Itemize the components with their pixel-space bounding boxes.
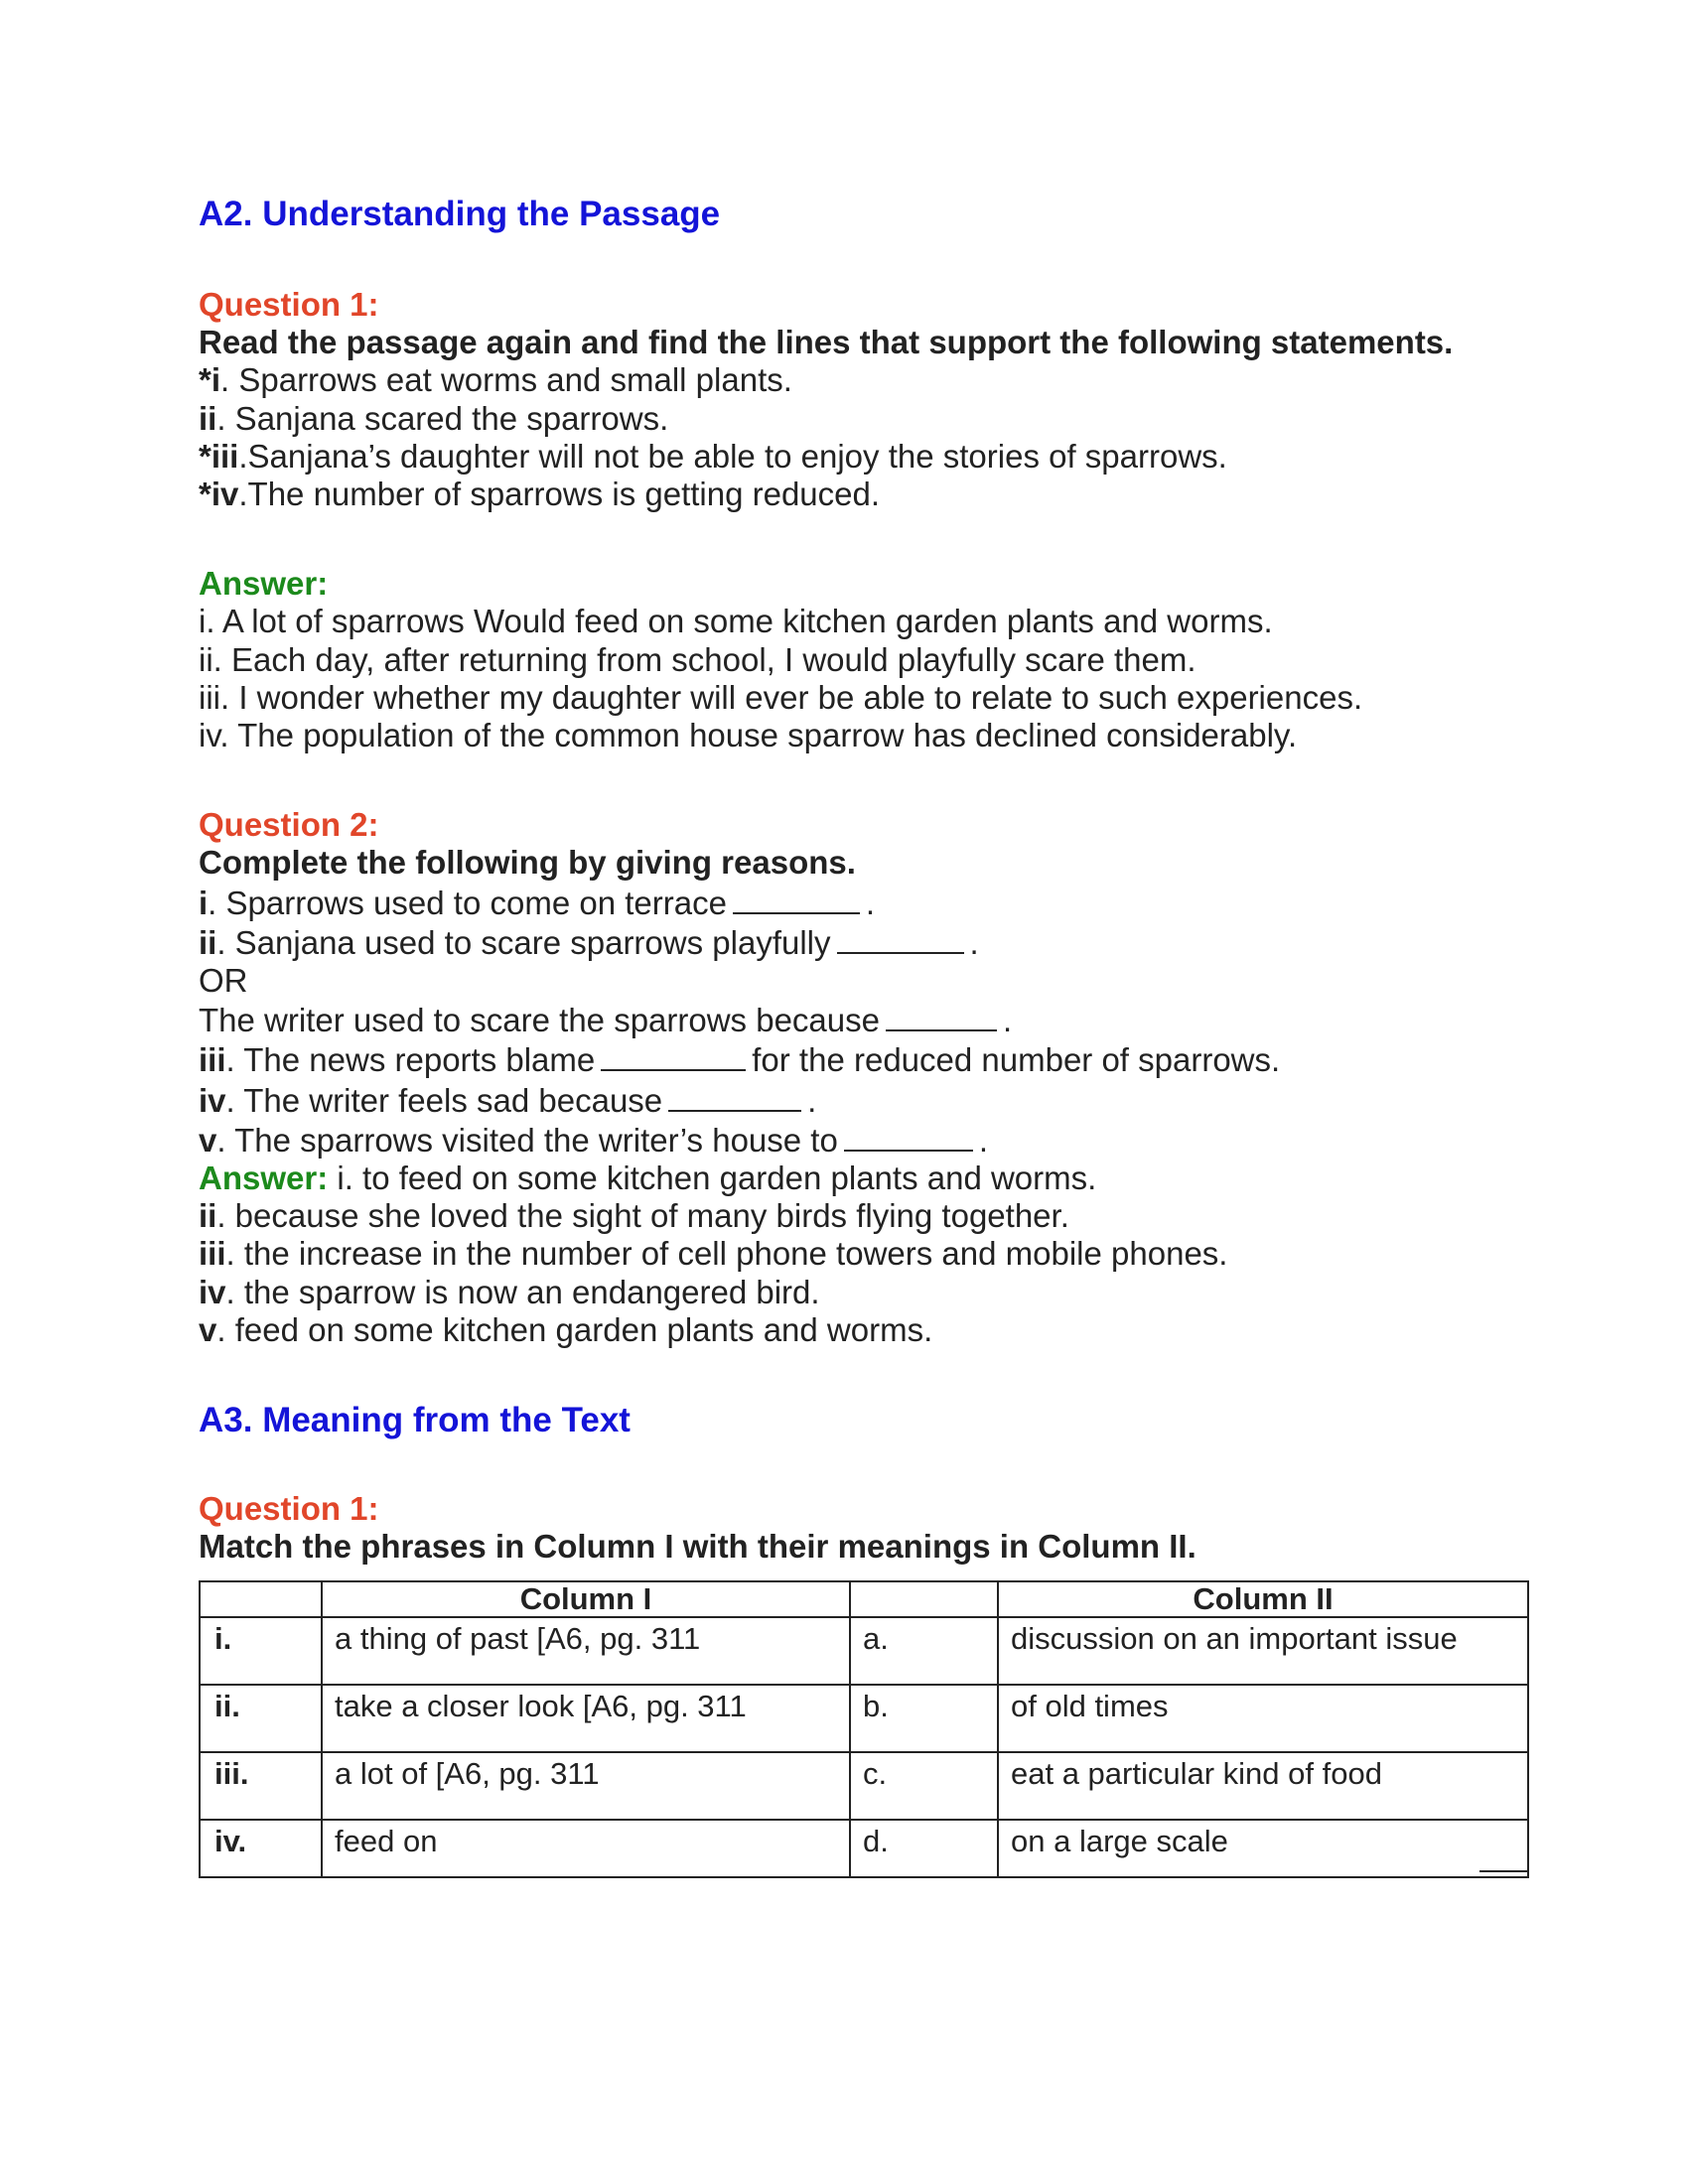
table-cell: a lot of [A6, pg. 311 <box>322 1752 850 1820</box>
answer-line: i. A lot of sparrows Would feed on some kitchen garden plants and worms. <box>199 603 1273 640</box>
fill-blank-item: v. The sparrows visited the writer’s house to . <box>199 1121 988 1159</box>
table-row <box>200 1820 1528 1877</box>
answer-blank <box>886 1000 997 1031</box>
document-body <box>199 195 1529 1566</box>
answer-line: v. feed on some kitchen garden plants and worms. <box>199 1310 933 1348</box>
answer-line: iv. the sparrow is now an endangered bird. <box>199 1273 820 1310</box>
table-cell: a thing of past [A6, pg. 311 <box>322 1617 850 1685</box>
fill-blank-item: iii. The news reports blame for the reduced number of sparrows. <box>199 1041 1281 1079</box>
answer-line: ii. Each day, after returning from school, I would playfully scare them. <box>199 640 1196 678</box>
answer-line: Answer: i. to feed on some kitchen garden plants and worms. <box>199 1160 1097 1197</box>
answer-blank <box>668 1080 801 1112</box>
a2-question-1-label: Question 1: <box>199 286 379 323</box>
table-header-cell <box>200 1581 322 1617</box>
table-corner-rule <box>1479 1870 1529 1872</box>
table-header-cell: Column II <box>998 1581 1528 1617</box>
a2-answer-1-label: Answer: <box>199 565 329 603</box>
list-item: ii. Sanjana scared the sparrows. <box>199 399 669 437</box>
table-cell: eat a particular kind of food <box>998 1752 1528 1820</box>
fill-blank-item: The writer used to scare the sparrows because . <box>199 1002 1013 1039</box>
a3-question-1-prompt: Match the phrases in Column I with their meanings in Column II. <box>199 1528 1196 1566</box>
table-cell: discussion on an important issue <box>998 1617 1528 1685</box>
table-row <box>200 1685 1528 1752</box>
list-item: *iii.Sanjana’s daughter will not be able to enjoy the stories of sparrows. <box>199 437 1227 475</box>
table-cell: c. <box>850 1752 998 1820</box>
match-table <box>199 1580 1529 1878</box>
fill-blank-item: ii. Sanjana used to scare sparrows playfully . <box>199 923 979 961</box>
table-cell: b. <box>850 1685 998 1752</box>
a2-question-2-prompt: Complete the following by giving reasons. <box>199 844 856 882</box>
table-row <box>200 1752 1528 1820</box>
answer-line: iii. the increase in the number of cell phone towers and mobile phones. <box>199 1235 1228 1273</box>
table-header-cell: Column I <box>322 1581 850 1617</box>
a3-question-1-label: Question 1: <box>199 1490 379 1528</box>
section-a2-title: A2. Understanding the Passage <box>199 195 721 233</box>
table-row <box>200 1617 1528 1685</box>
section-a3-title: A3. Meaning from the Text <box>199 1401 631 1440</box>
list-item: *i. Sparrows eat worms and small plants. <box>199 361 792 399</box>
answer-line: iii. I wonder whether my daughter will ever be able to relate to such experiences. <box>199 678 1363 716</box>
answer-line: iv. The population of the common house sparrow has declined considerably. <box>199 717 1298 754</box>
list-item: *iv.The number of sparrows is getting reduced. <box>199 476 881 513</box>
answer-blank <box>601 1039 746 1071</box>
a2-question-1-prompt: Read the passage again and find the lines that support the following statements. <box>199 324 1454 361</box>
fill-blank-item: iv. The writer feels sad because . <box>199 1081 817 1119</box>
answer-line: ii. because she loved the sight of many birds flying together. <box>199 1197 1069 1235</box>
table-header-cell <box>850 1581 998 1617</box>
table-cell: feed on <box>322 1820 850 1877</box>
table-cell: a. <box>850 1617 998 1685</box>
table-cell: iii. <box>200 1752 322 1820</box>
table-cell: of old times <box>998 1685 1528 1752</box>
table-header-row <box>200 1581 1528 1617</box>
answer-blank <box>844 1120 973 1152</box>
answer-blank <box>733 883 860 914</box>
table-cell: on a large scale <box>998 1820 1528 1877</box>
table-cell: ii. <box>200 1685 322 1752</box>
table-cell: d. <box>850 1820 998 1877</box>
table-cell: i. <box>200 1617 322 1685</box>
fill-blank-item: i. Sparrows used to come on terrace . <box>199 884 876 921</box>
answer-blank <box>837 922 964 954</box>
table-cell: take a closer look [A6, pg. 311 <box>322 1685 850 1752</box>
or-separator: OR <box>199 962 248 1000</box>
a2-answer-2-label: Answer: <box>199 1160 329 1197</box>
a2-question-2-label: Question 2: <box>199 806 379 844</box>
table-cell: iv. <box>200 1820 322 1877</box>
